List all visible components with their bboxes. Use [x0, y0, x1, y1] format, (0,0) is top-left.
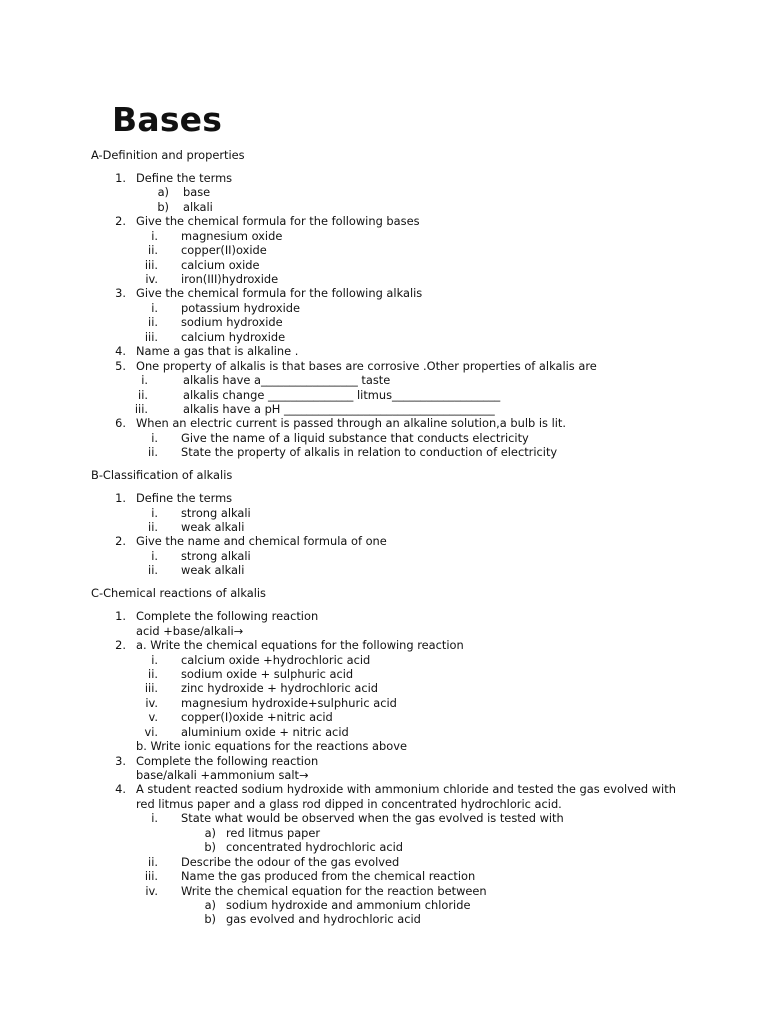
sub-item: i. strong alkali	[151, 505, 251, 520]
reaction-line: acid +base/alkali→	[136, 623, 244, 638]
sub-item: ii. weak alkali	[148, 563, 245, 578]
sub-item: iii. zinc hydroxide + hydrochloric acid	[144, 681, 378, 696]
sub-item: i. magnesium oxide	[151, 228, 283, 243]
sub-item: iii. Name the gas produced from the chemical reaction	[144, 869, 476, 884]
sub-item: iv. Write the chemical equation for the reaction between	[145, 883, 487, 898]
page-title: Bases	[112, 100, 223, 139]
sub-item: b) alkali	[157, 199, 213, 214]
sub-item: ii. sodium oxide + sulphuric acid	[148, 666, 354, 681]
question-continuation: red litmus paper and a glass rod dipped in concentrated hydrochloric acid.	[136, 796, 562, 811]
question-part-b: b. Write ionic equations for the reactions above	[136, 739, 407, 754]
sub-item: vi. aluminium oxide + nitric acid	[144, 724, 349, 739]
question-item: 2. a. Write the chemical equations for the following reaction	[115, 638, 464, 653]
fill-in-blank-item: iii. alkalis have a pH _____________________________________	[134, 401, 495, 416]
question-item: 2. Give the name and chemical formula of one	[115, 534, 387, 549]
sub-item: i. calcium oxide +hydrochloric acid	[151, 652, 371, 667]
sub-item: ii. copper(II)oxide	[148, 243, 267, 258]
sub-sub-item: b) gas evolved and hydrochloric acid	[204, 912, 421, 927]
question-item: 1. Define the terms	[115, 491, 233, 506]
question-item: 5. One property of alkalis is that bases are corrosive .Other properties of alkalis are	[115, 358, 597, 373]
question-item: 1. Define the terms	[115, 170, 233, 185]
sub-item: i. Give the name of a liquid substance that conducts electricity	[151, 430, 529, 445]
sub-item: ii. sodium hydroxide	[148, 315, 283, 330]
sub-item: iv. iron(III)hydroxide	[145, 272, 279, 286]
question-item: 6. When an electric current is passed through an alkaline solution,a bulb is lit.	[115, 416, 566, 431]
sub-item: i. strong alkali	[151, 548, 251, 563]
sub-item: ii. weak alkali	[148, 520, 245, 534]
fill-in-blank-item: i. alkalis have a_________________ taste	[141, 373, 391, 388]
question-item: 1. Complete the following reaction	[115, 609, 319, 624]
sub-sub-item: a) sodium hydroxide and ammonium chloride	[204, 897, 471, 912]
document-body	[0, 148, 768, 927]
sub-item: ii. State the property of alkalis in relation to conduction of electricity	[148, 445, 558, 460]
section-heading: A-Definition and properties	[91, 148, 245, 162]
sub-item: iv. magnesium hydroxide+sulphuric acid	[145, 695, 397, 710]
sub-item: iii. calcium oxide	[144, 257, 260, 272]
reaction-line: base/alkali +ammonium salt→	[136, 768, 309, 782]
section-heading: C-Chemical reactions of alkalis	[91, 586, 266, 601]
question-item: 3. Give the chemical formula for the following alkalis	[115, 286, 423, 301]
sub-sub-item: b) concentrated hydrochloric acid	[204, 840, 403, 855]
sub-item: a) base	[157, 185, 211, 200]
question-item: 2. Give the chemical formula for the following bases	[115, 214, 420, 229]
sub-item: ii. Describe the odour of the gas evolved	[148, 854, 400, 869]
question-item: 4. Name a gas that is alkaline .	[115, 344, 299, 359]
sub-item: i. potassium hydroxide	[151, 300, 301, 315]
question-item: 3. Complete the following reaction	[115, 753, 319, 768]
sub-sub-item: a) red litmus paper	[204, 825, 321, 840]
question-item: 4. A student reacted sodium hydroxide with ammonium chloride and tested the gas evolved with	[115, 782, 676, 797]
fill-in-blank-item: ii. alkalis change _______________ litmus___________________	[138, 387, 501, 402]
sub-item: v. copper(I)oxide +nitric acid	[148, 710, 333, 725]
section-heading: B-Classification of alkalis	[91, 468, 233, 483]
sub-item: i. State what would be observed when the gas evolved is tested with	[151, 811, 564, 826]
sub-item: iii. calcium hydroxide	[144, 329, 286, 344]
